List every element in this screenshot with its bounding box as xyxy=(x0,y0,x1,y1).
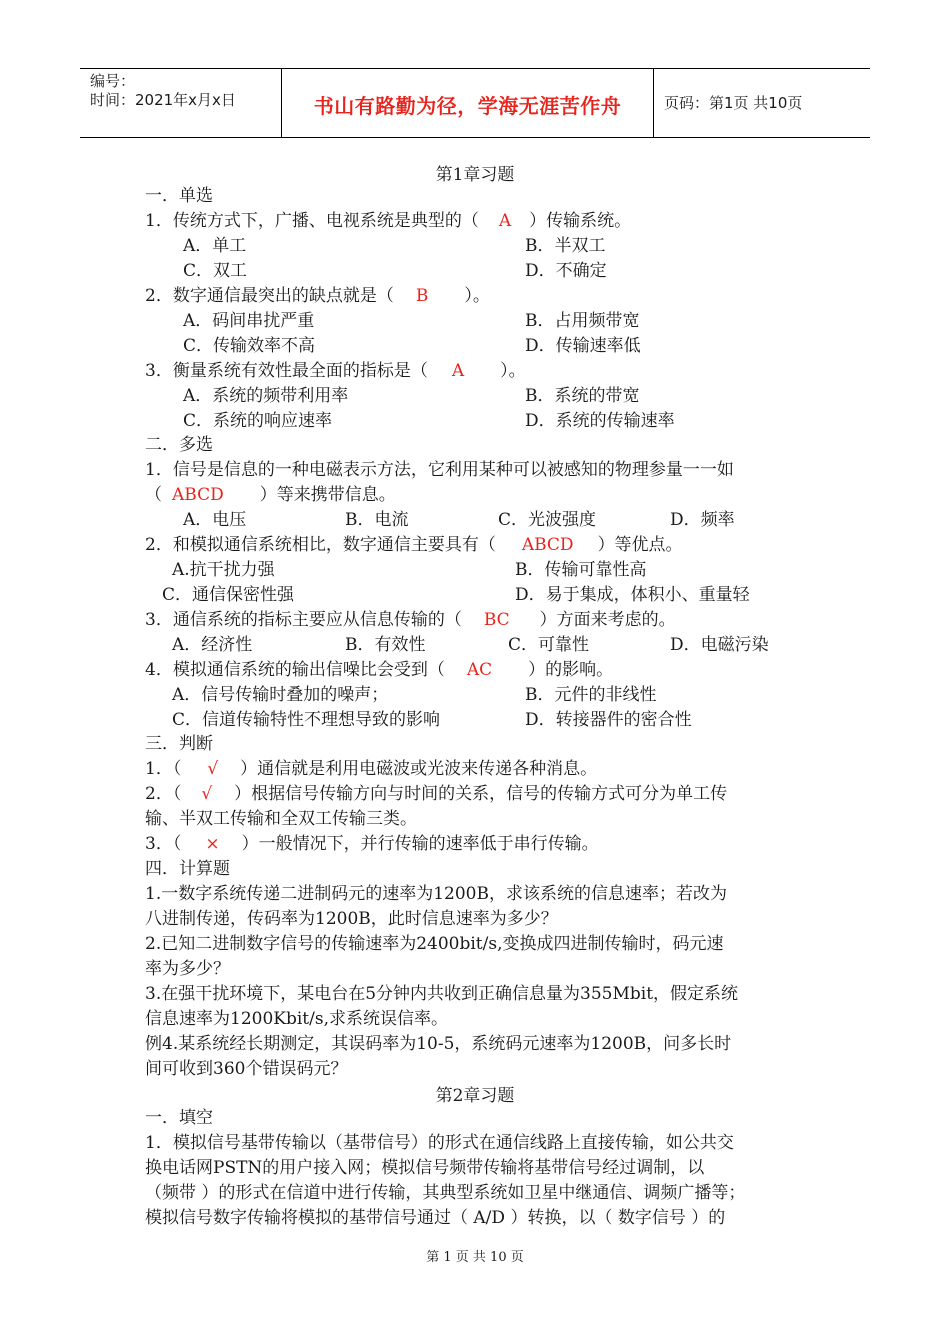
option: C．双工 xyxy=(183,261,248,281)
answer: √ xyxy=(201,784,213,804)
calc-3-line1: 3.在强干扰环境下，某电台在5分钟内共收到正确信息量为355Mbit，假定系统 xyxy=(145,984,739,1004)
number-label: 编号： xyxy=(90,72,136,90)
judge-2: 2．（ √ ）根据信号传输方向与时间的关系，信号的传输方式可分为单工传 xyxy=(145,784,728,804)
option: A．系统的频带利用率 xyxy=(183,386,349,406)
option: D．系统的传输速率 xyxy=(525,411,675,431)
judge-1: 1．（ √ ）通信就是利用电磁波或光波来传递各种消息。 xyxy=(145,759,598,779)
option: B．占用频带宽 xyxy=(525,311,640,331)
date-label: 时间：2021年x月x日 xyxy=(90,91,236,109)
judge-2-line2: 输、半双工传输和全双工传输三类。 xyxy=(145,809,417,829)
question-2: 2．数字通信最突出的缺点就是（ B ）。 xyxy=(145,286,490,306)
option: D．转接器件的密合性 xyxy=(525,710,692,730)
option: D．易于集成，体积小、重量轻 xyxy=(515,585,750,605)
header-center-cell xyxy=(282,69,654,137)
question-3: 3．衡量系统有效性最全面的指标是（ A ）。 xyxy=(145,361,526,381)
page-header xyxy=(80,68,870,138)
option: A．单工 xyxy=(183,236,247,256)
option: C．信道传输特性不理想导致的影响 xyxy=(172,710,441,730)
judge-3: 3．（ × ）一般情况下，并行传输的速率低于串行传输。 xyxy=(145,834,599,854)
multi-question-1-line1: 1．信号是信息的一种电磁表示方法，它利用某种可以被感知的物理参量一一如 xyxy=(145,460,734,480)
option: A.抗干扰力强 xyxy=(172,560,275,580)
option: B．电流 xyxy=(345,510,409,530)
answer: B xyxy=(415,286,429,306)
option: B．传输可靠性高 xyxy=(515,560,647,580)
page-info: 页码：第1页 共10页 xyxy=(664,94,803,112)
section-heading: 三．判断 xyxy=(145,734,213,754)
calc-4-line1: 例4.某系统经长期测定，其误码率为10-5，系统码元速率为1200B，问多长时 xyxy=(145,1034,732,1054)
calc-2-line1: 2.已知二进制数字信号的传输速率为2400bit/s,变换成四进制传输时，码元速 xyxy=(145,934,724,954)
page-footer: 第 1 页 共 10 页 xyxy=(426,1250,524,1265)
multi-question-3: 3．通信系统的指标主要应从信息传输的（ BC ）方面来考虑的。 xyxy=(145,610,676,630)
option: C．可靠性 xyxy=(508,635,590,655)
answer: A xyxy=(451,361,465,381)
header-left-cell xyxy=(80,69,282,137)
motto: 书山有路勤为径，学海无涯苦作舟 xyxy=(313,94,622,118)
option: A．经济性 xyxy=(172,635,253,655)
answer: ABCD xyxy=(521,535,574,555)
answer: √ xyxy=(207,759,219,779)
option: A．电压 xyxy=(183,510,247,530)
answer: ABCD xyxy=(172,485,224,505)
option: C．系统的响应速率 xyxy=(183,411,333,431)
calc-3-line2: 信息速率为1200Kbit/s,求系统误信率。 xyxy=(145,1009,448,1029)
option: A．信号传输时叠加的噪声； xyxy=(172,685,389,705)
section-heading: 四．计算题 xyxy=(145,859,230,879)
chapter-2-title: 第2章习题 xyxy=(435,1086,515,1106)
section-heading: 二．多选 xyxy=(145,435,213,455)
option: D．电磁污染 xyxy=(670,635,769,655)
fill-1-line2: 换电话网PSTN的用户接入网；模拟信号频带传输将基带信号经过调制，以 xyxy=(145,1158,705,1178)
calc-2-line2: 率为多少？ xyxy=(145,959,230,979)
option: C．通信保密性强 xyxy=(162,585,295,605)
section-heading: 一．单选 xyxy=(145,186,213,206)
multi-question-1-line2: （ ABCD ）等来携带信息。 xyxy=(145,485,396,505)
answer: × xyxy=(205,834,220,854)
answer: BC xyxy=(483,610,510,630)
option: D．不确定 xyxy=(525,261,607,281)
calc-1-line2: 八进制传递，传码率为1200B，此时信息速率为多少？ xyxy=(145,909,558,929)
section-heading: 一．填空 xyxy=(145,1108,213,1128)
option: A．码间串扰严重 xyxy=(183,311,315,331)
fill-1-line3: （频带 ）的形式在信道中进行传输，其典型系统如卫星中继通信、调频广播等； xyxy=(145,1183,746,1203)
option: D．传输速率低 xyxy=(525,336,641,356)
option: B．元件的非线性 xyxy=(525,685,657,705)
option: B．系统的带宽 xyxy=(525,386,640,406)
option: C．光波强度 xyxy=(498,510,597,530)
option: B．半双工 xyxy=(525,236,606,256)
fill-1-line4: 模拟信号数字传输将模拟的基带信号通过（ A/D ）转换，以（ 数字信号 ）的 xyxy=(145,1208,726,1228)
option: C．传输效率不高 xyxy=(183,336,316,356)
question-1: 1．传统方式下，广播、电视系统是典型的（ A ）传输系统。 xyxy=(145,211,632,231)
option: D．频率 xyxy=(670,510,735,530)
multi-question-4: 4．模拟通信系统的输出信噪比会受到（ AC ）的影响。 xyxy=(145,660,614,680)
answer: A xyxy=(498,211,512,231)
multi-question-2: 2．和模拟通信系统相比，数字通信主要具有（ ABCD ）等优点。 xyxy=(145,535,683,555)
option: B．有效性 xyxy=(345,635,426,655)
calc-1-line1: 1.一数字系统传递二进制码元的速率为1200B，求该系统的信息速率；若改为 xyxy=(145,884,727,904)
calc-4-line2: 间可收到360个错误码元？ xyxy=(145,1059,348,1079)
chapter-1-title: 第1章习题 xyxy=(435,165,515,185)
fill-1-line1: 1．模拟信号基带传输以（基带信号）的形式在通信线路上直接传输，如公共交 xyxy=(145,1133,734,1153)
answer: AC xyxy=(466,660,493,680)
